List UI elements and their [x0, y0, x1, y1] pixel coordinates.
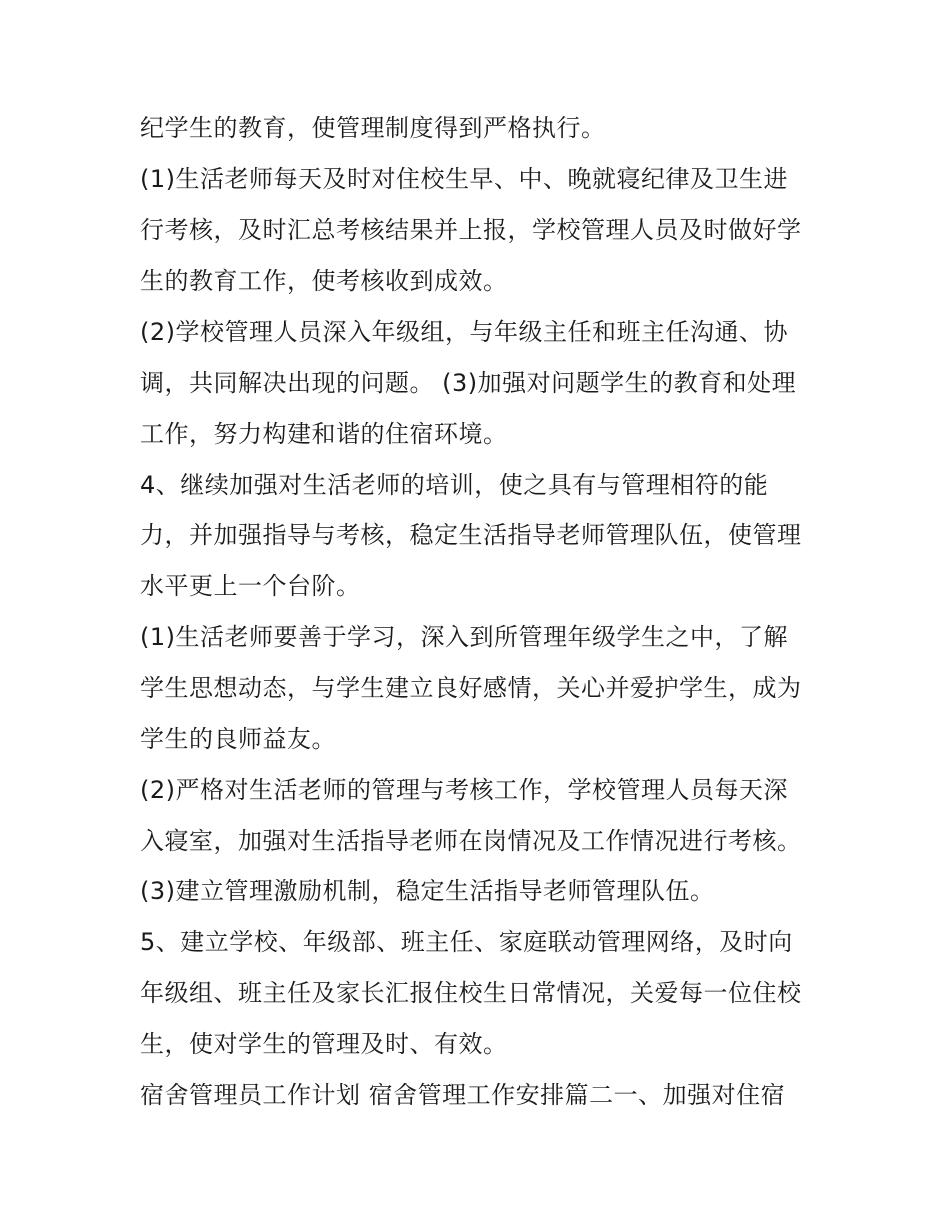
text-line: 宿舍管理员工作计划 宿舍管理工作安排篇二一、加强对住宿 [140, 1081, 786, 1109]
text-line: 力，并加强指导与考核，稳定生活指导老师管理队伍，使管理 [140, 521, 802, 549]
text-line: (3)建立管理激励机制，稳定生活指导老师管理队伍。 [140, 877, 715, 905]
text-line: (1)生活老师每天及时对住校生早、中、晚就寝纪律及卫生进 [140, 165, 788, 193]
text-line: 学生思想动态，与学生建立良好感情，关心并爱护学生，成为 [140, 674, 802, 702]
text-line: 生，使对学生的管理及时、有效。 [140, 1030, 508, 1058]
text-line: 4、继续加强对生活老师的培训，使之具有与管理相符的能 [140, 471, 769, 499]
text-line: (1)生活老师要善于学习，深入到所管理年级学生之中，了解 [140, 623, 788, 651]
text-line: 工作，努力构建和谐的住宿环境。 [140, 420, 508, 448]
text-line: 行考核，及时汇总考核结果并上报，学校管理人员及时做好学 [140, 216, 802, 244]
text-line: 调，共同解决出现的问题。 (3)加强对问题学生的教育和处理 [140, 369, 797, 397]
text-line: 学生的良师益友。 [140, 725, 336, 753]
text-line: (2)学校管理人员深入年级组，与年级主任和班主任沟通、协 [140, 318, 788, 346]
text-line: 5、建立学校、年级部、班主任、家庭联动管理网络，及时向 [140, 928, 793, 956]
text-line: (2)严格对生活老师的管理与考核工作，学校管理人员每天深 [140, 776, 788, 804]
text-line: 年级组、班主任及家长汇报住校生日常情况，关爱每一位住校 [140, 979, 802, 1007]
text-line: 纪学生的教育，使管理制度得到严格执行。 [140, 114, 606, 142]
text-line: 生的教育工作，使考核收到成效。 [140, 267, 508, 295]
text-line: 水平更上一个台阶。 [140, 572, 361, 600]
text-line: 入寝室，加强对生活指导老师在岗情况及工作情况进行考核。 [140, 827, 802, 855]
